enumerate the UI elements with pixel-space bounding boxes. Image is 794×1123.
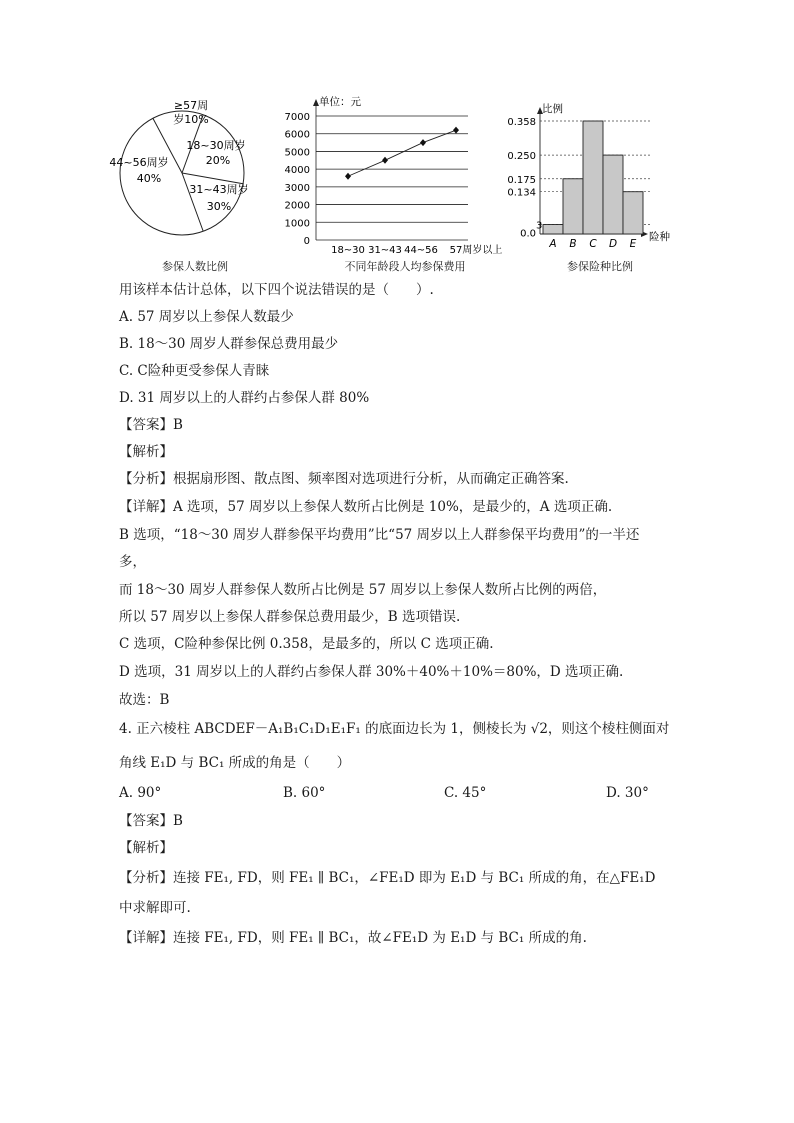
scatter-ylabel: 单位：元 — [319, 96, 361, 108]
scatter-ytick-label: 4000 — [284, 165, 310, 177]
pie-caption: 参保人数比例 — [162, 260, 228, 273]
pie-chart — [109, 92, 249, 252]
bar-rect-A — [543, 225, 563, 234]
bar-rect-B — [563, 179, 583, 234]
bar-chart — [500, 96, 680, 256]
q3-detail-6: C 选项，C险种参保比例 0.358，是最多的，所以 C 选项正确. — [119, 636, 494, 652]
scatter-xtick-label: 31~43 — [368, 245, 402, 256]
scatter-ytick-label: 6000 — [284, 129, 310, 141]
q3-stem: 用该样本估计总体，以下四个说法错误的是（ ）. — [119, 282, 434, 298]
scatter-ytick-label: 5000 — [284, 147, 310, 159]
scatter-point — [453, 127, 459, 134]
q3-detail-8: 故选：B — [119, 692, 170, 708]
q3-option-b: B. 18～30 周岁人群参保总费用最少 — [119, 336, 339, 352]
q3-option-d: D. 31 周岁以上的人群约占参保人群 80% — [119, 390, 370, 406]
q3-detail-1: 【详解】A 选项，57 周岁以上参保人数所占比例是 10%，是最少的，A 选项正确. — [119, 499, 613, 515]
scatter-point — [382, 157, 388, 164]
scatter-ytick-label: 3000 — [284, 182, 310, 194]
scatter-point — [345, 173, 351, 180]
scatter-ytick-label: 2000 — [284, 200, 310, 212]
bar-xtick-label: D — [608, 238, 618, 250]
q3-option-a: A. 57 周岁以上参保人数最少 — [119, 309, 294, 325]
bar-ytick-label: 3 — [536, 220, 543, 232]
scatter-xtick-label: 18~30 — [331, 245, 365, 256]
bar-ylabel: 比例 — [542, 103, 563, 115]
bar-xtick-label: C — [589, 238, 597, 250]
q4-stem-1: 4. 正六棱柱 ABCDEF－A₁B₁C₁D₁E₁F₁ 的底面边长为 1，侧棱长为 √2，则这个棱柱侧面对 — [119, 721, 670, 737]
pie-slice-percent: 岁10% — [173, 113, 209, 126]
bar-xtick-label: B — [569, 238, 577, 250]
bar-ytick-label: 0.0 — [520, 228, 536, 240]
q3-analysis: 【分析】根据扇形图、散点图、频率图对选项进行分析，从而确定正确答案. — [119, 471, 569, 487]
q4-detail: 【详解】连接 FE₁, FD，则 FE₁ ∥ BC₁，故∠FE₁D 为 E₁D 与 BC₁ 所成的角. — [119, 930, 587, 946]
q4-option-d: D. 30° — [606, 785, 649, 801]
pie-slice-label: ≥57周 — [173, 99, 209, 112]
q4-answer: 【答案】B — [119, 813, 183, 829]
q3-detail-3: 多， — [119, 554, 146, 570]
q4-option-c: C. 45° — [444, 785, 487, 801]
pie-slice-label: 44~56周岁 — [109, 156, 169, 169]
pie-slice-percent: 20% — [205, 154, 231, 167]
q3-option-c: C. C险种更受参保人青睐 — [119, 363, 270, 379]
scatter-chart — [284, 92, 511, 260]
q3-detail-5: 所以 57 周岁以上参保人群参保总费用最少，B 选项错误. — [119, 609, 461, 625]
pie-slice-percent: 40% — [136, 172, 162, 185]
q4-stem-2: 角线 E₁D 与 BC₁ 所成的角是（ ） — [119, 755, 351, 771]
scatter-ytick-label: 0 — [303, 236, 310, 247]
bar-rect-D — [603, 155, 623, 234]
scatter-ytick-label: 7000 — [284, 112, 310, 123]
q4-jiexi: 【解析】 — [119, 840, 173, 856]
q4-analysis-1: 【分析】连接 FE₁, FD，则 FE₁ ∥ BC₁，∠FE₁D 即为 E₁D 与 BC₁ 所成的角，在△FE₁D — [119, 870, 656, 886]
pie-slice-label: 31~43周岁 — [189, 183, 249, 196]
bar-caption: 参保险种比例 — [567, 260, 633, 273]
bar-rect-E — [623, 192, 643, 234]
q4-analysis-2: 中求解即可. — [119, 900, 191, 916]
bar-ytick-label: 0.134 — [507, 187, 536, 199]
bar-ytick-label: 0.175 — [507, 174, 536, 186]
bar-xtick-label: E — [629, 238, 637, 250]
q3-detail-2: B 选项，“18～30 周岁人群参保平均费用”比“57 周岁以上人群参保平均费用”的一半还 — [119, 527, 640, 543]
q4-option-a: A. 90° — [119, 785, 162, 801]
pie-slice-label: 18~30周岁 — [186, 139, 246, 152]
q4-option-b: B. 60° — [283, 785, 326, 801]
q3-detail-7: D 选项，31 周岁以上的人群约占参保人群 30%＋40%＋10%＝80%，D 选项正确. — [119, 664, 624, 680]
scatter-caption: 不同年龄段人均参保费用 — [344, 260, 466, 273]
q3-jiexi: 【解析】 — [119, 444, 173, 460]
bar-xlabel: 险种 — [649, 231, 670, 243]
q3-answer: 【答案】B — [119, 417, 183, 433]
scatter-xtick-label: 44~56 — [404, 245, 438, 256]
pie-slice-percent: 30% — [206, 200, 232, 213]
scatter-xtick-label: 57周岁以上 — [449, 245, 503, 256]
bar-xtick-label: A — [549, 238, 557, 250]
bar-ytick-label: 0.250 — [507, 151, 536, 163]
scatter-point — [420, 139, 426, 146]
bar-rect-C — [583, 121, 603, 234]
bar-ytick-label: 0.358 — [507, 117, 536, 128]
scatter-ytick-label: 1000 — [284, 218, 310, 230]
q3-detail-4: 而 18～30 周岁人群参保人数所占比例是 57 周岁以上参保人数所占比例的两倍， — [119, 582, 607, 598]
